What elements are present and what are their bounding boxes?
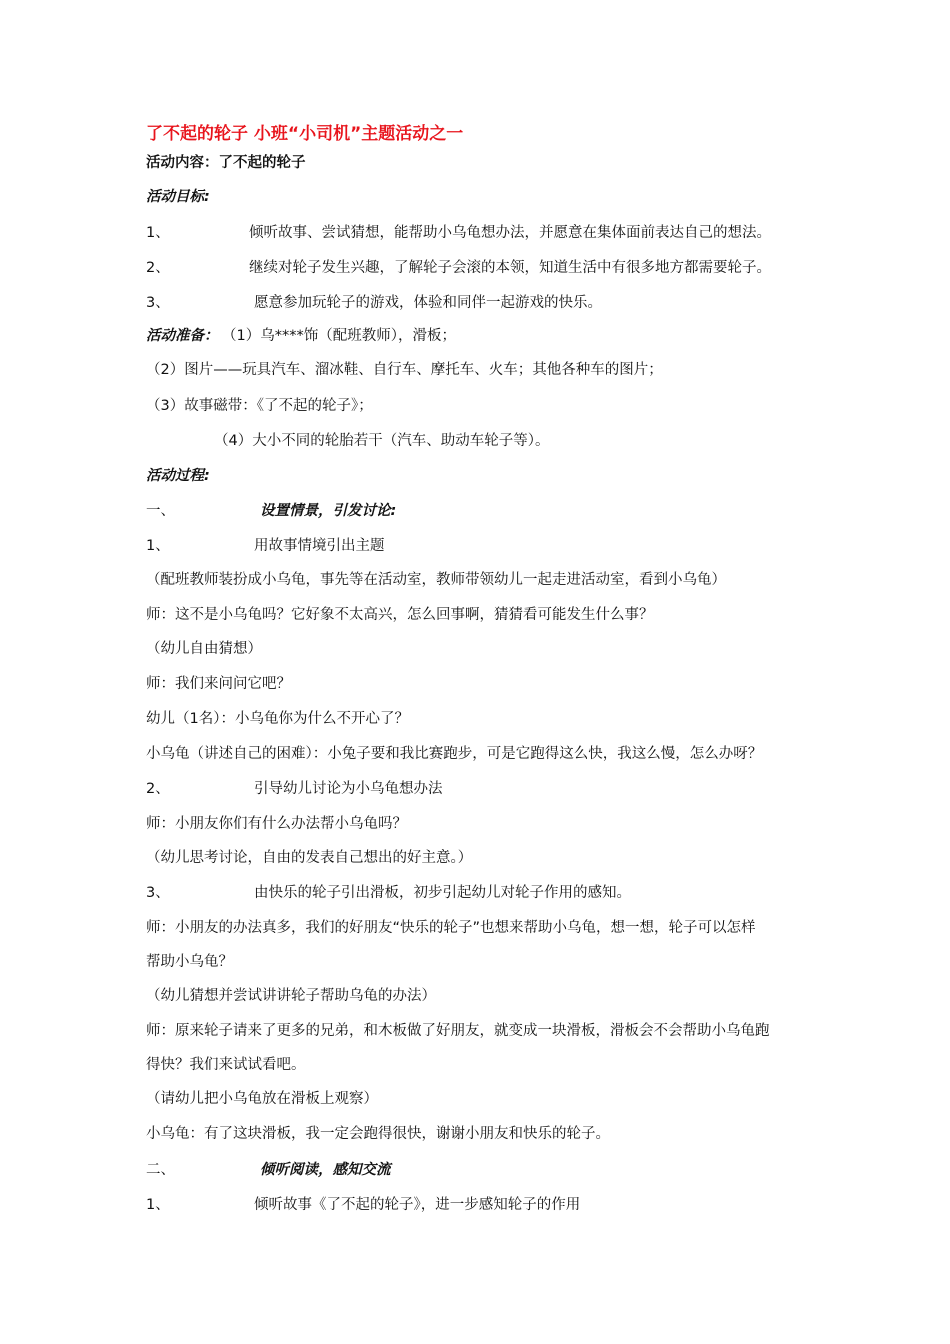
prep-item-3: （3）故事磁带：《了不起的轮子》；	[146, 398, 373, 414]
step-3-number: 3、	[146, 885, 170, 901]
section-2-title: 倾听阅读，感知交流	[260, 1162, 391, 1178]
document-title: 了不起的轮子 小班“小司机”主题活动之一	[146, 124, 464, 144]
process-heading: 活动过程:	[146, 468, 210, 484]
prep-item-4: （4）大小不同的轮胎若干（汽车、助动车轮子等）。	[214, 433, 550, 449]
paragraph: 幼儿（1名）：小乌龟你为什么不开心了？	[146, 711, 409, 727]
prep-heading: 活动准备：	[146, 328, 219, 344]
goal-2-text: 继续对轮子发生兴趣，了解轮子会滚的本领，知道生活中有很多地方都需要轮子。	[249, 260, 771, 276]
paragraph: （请幼儿把小乌龟放在滑板上观察）	[146, 1091, 378, 1107]
goal-1-number: 1、	[146, 225, 170, 241]
paragraph: 得快？我们来试试看吧。	[146, 1057, 306, 1073]
goal-1-text: 倾听故事、尝试猜想，能帮助小乌龟想办法，并愿意在集体面前表达自己的想法。	[249, 225, 771, 241]
goal-3-text: 愿意参加玩轮子的游戏，体验和同伴一起游戏的快乐。	[254, 295, 602, 311]
paragraph: 师：小朋友你们有什么办法帮小乌龟吗？	[146, 816, 407, 832]
goals-heading: 活动目标:	[146, 189, 210, 205]
step-4-text: 倾听故事《了不起的轮子》，进一步感知轮子的作用	[254, 1197, 581, 1213]
content-label: 活动内容：了不起的轮子	[146, 155, 306, 171]
prep-item-2: （2）图片——玩具汽车、溜冰鞋、自行车、摩托车、火车；其他各种车的图片；	[146, 362, 663, 378]
paragraph: 师：原来轮子请来了更多的兄弟，和木板做了好朋友，就变成一块滑板，滑板会不会帮助小乌龟跑	[146, 1023, 770, 1039]
paragraph: 师：这不是小乌龟吗？它好象不太高兴，怎么回事啊，猜猜看可能发生什么事？	[146, 607, 654, 623]
section-1-title: 设置情景，引发讨论:	[260, 503, 397, 519]
step-3-text: 由快乐的轮子引出滑板，初步引起幼儿对轮子作用的感知。	[254, 885, 631, 901]
step-4-number: 1、	[146, 1197, 170, 1213]
section-1-number: 一、	[146, 503, 175, 519]
section-2-number: 二、	[146, 1162, 175, 1178]
paragraph: 师：小朋友的办法真多，我们的好朋友“快乐的轮子”也想来帮助小乌龟，想一想，轮子可以怎样	[146, 920, 756, 936]
step-2-number: 2、	[146, 781, 170, 797]
goal-2-number: 2、	[146, 260, 170, 276]
step-2-text: 引导幼儿讨论为小乌龟想办法	[254, 781, 443, 797]
paragraph: （幼儿自由猜想）	[146, 641, 262, 657]
paragraph: （配班教师装扮成小乌龟，事先等在活动室，教师带领幼儿一起走进活动室，看到小乌龟）	[146, 572, 726, 588]
paragraph: 帮助小乌龟？	[146, 954, 233, 970]
goal-3-number: 3、	[146, 295, 170, 311]
step-1-text: 用故事情境引出主题	[254, 538, 385, 554]
paragraph: （幼儿思考讨论，自由的发表自己想出的好主意。）	[146, 850, 473, 866]
paragraph: 小乌龟：有了这块滑板，我一定会跑得很快，谢谢小朋友和快乐的轮子。	[146, 1126, 610, 1142]
paragraph: 小乌龟（讲述自己的困难）：小兔子要和我比赛跑步，可是它跑得这么快，我这么慢，怎么办呀？	[146, 746, 763, 762]
prep-item-1: （1）乌****饰（配班教师），滑板；	[222, 328, 456, 344]
paragraph: （幼儿猜想并尝试讲讲轮子帮助乌龟的办法）	[146, 988, 436, 1004]
step-1-number: 1、	[146, 538, 170, 554]
paragraph: 师：我们来问问它吧？	[146, 676, 291, 692]
